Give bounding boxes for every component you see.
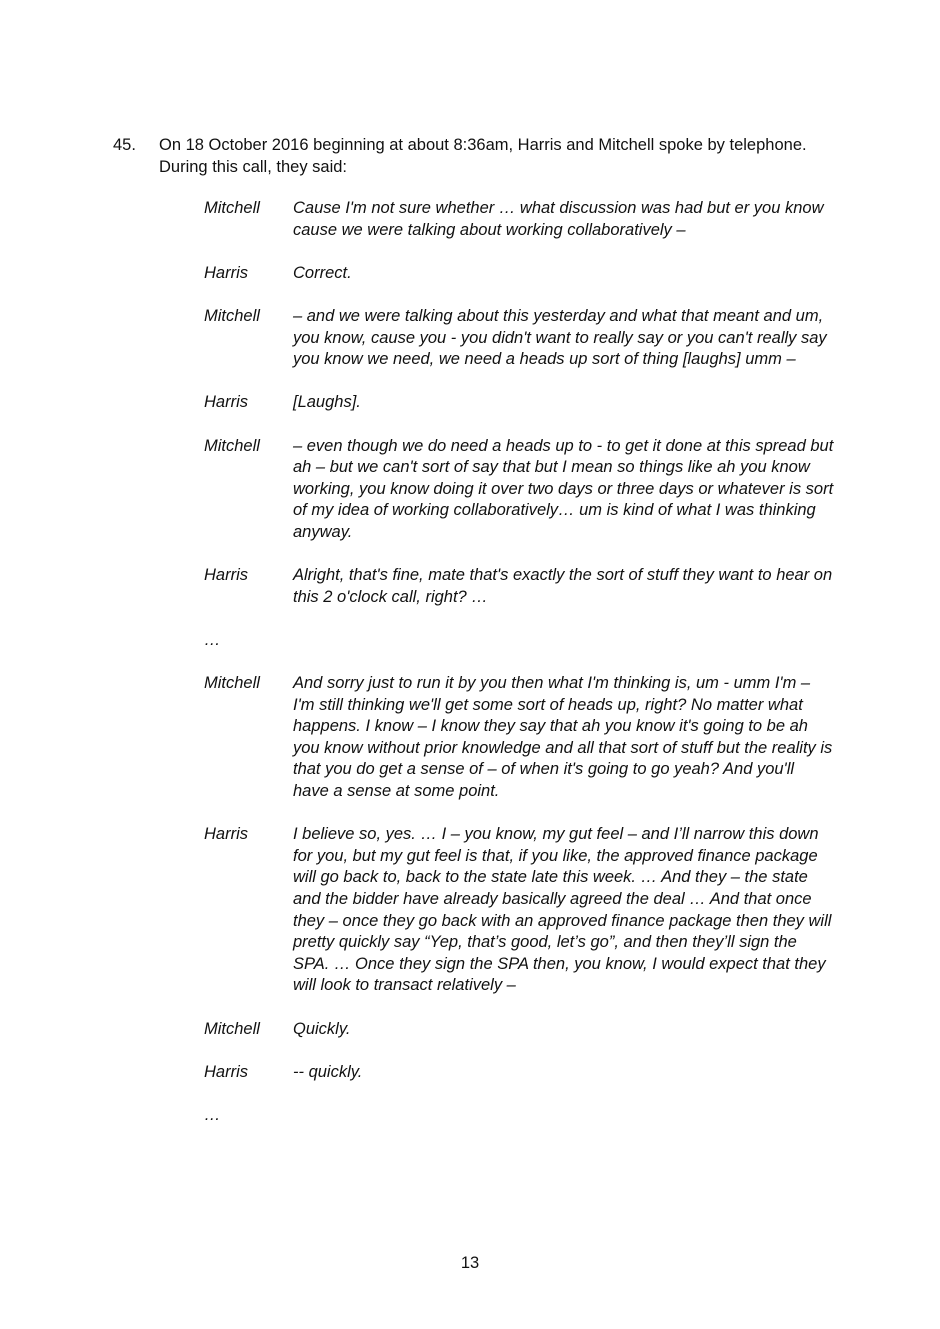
transcript-turn — [204, 198, 834, 241]
transcript-turn — [204, 1019, 834, 1041]
transcript-turn — [204, 306, 834, 371]
transcript-turn — [204, 263, 834, 285]
transcript-turn — [204, 565, 834, 608]
transcript-turn — [204, 392, 834, 414]
speech-text: [Laughs]. — [293, 393, 361, 412]
speaker-name: Harris — [204, 263, 248, 282]
speaker-name: Harris — [204, 393, 248, 412]
omission-ellipsis: … — [204, 630, 221, 649]
transcript-turn — [204, 673, 834, 803]
speech-text: – and we were talking about this yesterday and what that meant and um, you know, cause you - you didn't want to really say or you can't really say you know we need, we need a heads up sort of thing [laughs] umm – — [293, 306, 827, 369]
speaker-name: Mitchell — [204, 436, 260, 455]
speech-text: -- quickly. — [293, 1062, 363, 1081]
speech-text: Correct. — [293, 263, 352, 282]
speaker-name: Harris — [204, 825, 248, 844]
speaker-name: Mitchell — [204, 199, 260, 217]
transcript-turn — [204, 436, 834, 544]
speaker-name: Mitchell — [204, 1019, 260, 1038]
speech-text: Quickly. — [293, 1019, 351, 1038]
call-transcript — [204, 198, 834, 1148]
paragraph-45 — [113, 134, 833, 178]
speaker-name: Mitchell — [204, 306, 260, 325]
speaker-name: Mitchell — [204, 674, 260, 693]
speech-text: Alright, that's fine, mate that's exactly the sort of stuff they want to hear on this 2 o'clock call, right? … — [293, 566, 833, 606]
speaker-name: Harris — [204, 1062, 248, 1081]
speech-text: I believe so, yes. … I – you know, my gut feel – and I’ll narrow this down for you, but my gut feel is that, if you like, the approved finance package will go back to, back to the state late this week. … And they – the state and the bidder have already basically agreed the deal … And that once they – once they go back with an approved finance package then they will pretty quickly say “Yep, that’s good, let’s go”, and then they’ll sign the SPA. … Once they sign the SPA then, you know, I would expect that they will look to transact relatively – — [293, 825, 832, 995]
transcript-turn — [204, 1062, 834, 1084]
transcript-turn — [204, 824, 834, 997]
speech-text: Cause I'm not sure whether … what discussion was had but er you know cause we were talking about working collaboratively – — [293, 199, 824, 239]
speech-text: – even though we do need a heads up to - to get it done at this spread but ah – but we can't sort of say that but I mean so things like ah you know working, you know doing it over two days or three days or whatever is sort of my idea of working collaboratively… um is kind of what I was thinking anyway. — [293, 436, 834, 541]
omission-ellipsis: … — [204, 1105, 221, 1124]
page-number: 13 — [460, 1254, 480, 1272]
speech-text: And sorry just to run it by you then what I'm thinking is, um - umm I'm – I'm still thinking we'll get some sort of heads up, right? No matter what happens. I know – I know they say that ah you know it's going to be ah you know without prior knowledge and all that sort of stuff but the reality is that you do get a sense of – of when it's going to go yeah? And you'll have a sense at some point. — [293, 674, 833, 801]
paragraph-text: On 18 October 2016 beginning at about 8:36am, Harris and Mitchell spoke by telephone. During this call, they said: — [159, 136, 807, 176]
speaker-name: Harris — [204, 566, 248, 585]
paragraph-number: 45. — [113, 136, 136, 154]
